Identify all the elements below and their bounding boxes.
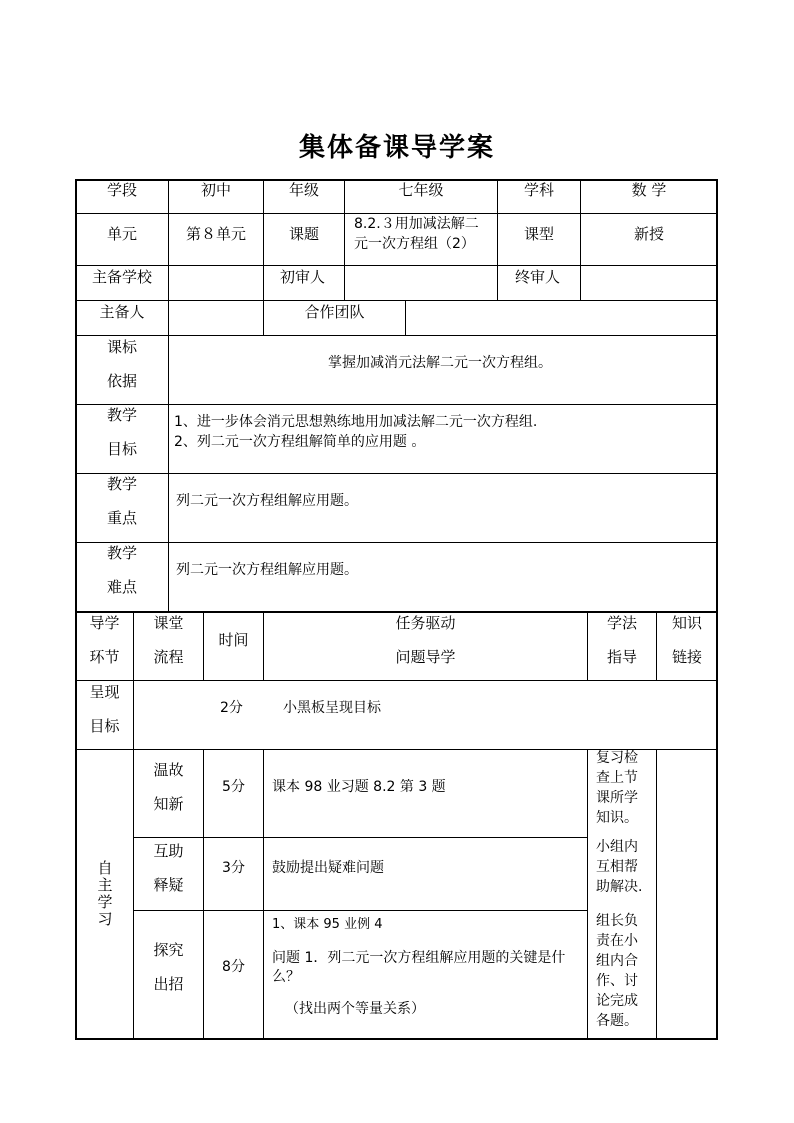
- row-divider: [75, 265, 718, 266]
- basis-text: 掌握加减消元法解二元一次方程组。: [328, 355, 552, 371]
- header-time: 时间: [218, 631, 249, 649]
- header-method-1: 学法: [606, 614, 637, 632]
- row-divider: [75, 300, 718, 301]
- topic-value-line1: 8.2.３用加减法解二: [354, 216, 479, 232]
- review-task: 课本 98 业习题 8.2 第 3 题: [272, 779, 446, 795]
- basis-label-1: 课标: [106, 338, 137, 356]
- col-divider: [263, 749, 264, 1040]
- self-study-label: 自 主 学 习: [97, 859, 113, 928]
- review-flow-1: 温故: [153, 761, 184, 779]
- goal-item-2: 2、列二元一次方程组解简单的应用题 。: [174, 434, 426, 450]
- topic-label: 课题: [288, 225, 319, 243]
- row-divider: [75, 213, 718, 214]
- header-link-2: 环节: [89, 648, 120, 666]
- review-method-4: 知识。: [596, 810, 638, 826]
- explore-task-1: 1、课本 95 业例 4: [272, 917, 383, 932]
- header-flow-2: 流程: [153, 648, 184, 666]
- header-method-2: 指导: [606, 648, 637, 666]
- col-divider: [133, 680, 134, 750]
- key-label-2: 重点: [106, 509, 137, 527]
- explore-flow-2: 出招: [153, 975, 184, 993]
- explore-method-3: 组内合: [596, 953, 638, 969]
- review-method-1: 复习检: [596, 750, 638, 766]
- type-value: 新授: [633, 225, 664, 243]
- header-knowledge-1: 知识: [671, 614, 702, 632]
- explore-task-2b: 么？: [272, 969, 300, 985]
- difficulty-label-2: 难点: [106, 578, 137, 596]
- explore-method-2: 责在小: [596, 933, 638, 949]
- row-divider: [133, 910, 587, 911]
- page-title: 集体备课导学案: [298, 133, 495, 163]
- header-knowledge-2: 链接: [671, 648, 702, 666]
- type-label: 课型: [523, 225, 554, 243]
- header-task-1: 任务驱动: [395, 614, 456, 632]
- row-divider: [133, 837, 587, 838]
- row-divider: [75, 542, 718, 543]
- help-flow-2: 释疑: [153, 876, 184, 894]
- col-divider: [133, 749, 134, 1040]
- first-review-label: 初审人: [280, 268, 326, 286]
- stage-label: 学段: [106, 181, 137, 199]
- row-divider: [75, 680, 718, 681]
- col-divider: [587, 749, 588, 1040]
- col-divider: [168, 300, 169, 336]
- explore-method-4: 作、讨: [596, 973, 638, 989]
- team-label: 合作团队: [304, 303, 365, 321]
- topic-value-line2: 元一次方程组（2）: [354, 236, 475, 252]
- review-time: 5分: [222, 779, 245, 795]
- row-divider: [75, 473, 718, 474]
- review-method-3: 课所学: [596, 790, 638, 806]
- help-method-3: 助解决.: [596, 879, 643, 895]
- help-method-2: 互相帮: [596, 859, 638, 875]
- help-time: 3分: [222, 860, 245, 876]
- stage-value: 初中: [200, 181, 231, 199]
- difficulty-label-1: 教学: [106, 544, 137, 562]
- unit-value: 第８单元: [185, 225, 246, 243]
- school-label: 主备学校: [91, 268, 152, 286]
- final-review-label: 终审人: [515, 268, 561, 286]
- review-method-2: 查上节: [596, 770, 638, 786]
- basis-label-2: 依据: [106, 372, 137, 390]
- explore-method-6: 各题。: [596, 1013, 638, 1029]
- row-divider: [75, 611, 718, 613]
- key-label-1: 教学: [106, 475, 137, 493]
- unit-label: 单元: [106, 225, 137, 243]
- help-task: 鼓励提出疑难问题: [272, 860, 384, 876]
- grade-value: 七年级: [398, 181, 444, 199]
- col-divider: [656, 749, 657, 1040]
- present-label-2: 目标: [89, 717, 120, 735]
- review-flow-2: 知新: [153, 795, 184, 813]
- present-label-1: 呈现: [89, 683, 120, 701]
- goals-label-1: 教学: [106, 406, 137, 424]
- header-task-2: 问题导学: [395, 648, 456, 666]
- row-divider: [75, 404, 718, 405]
- explore-time: 8分: [222, 959, 245, 975]
- col-divider: [168, 335, 169, 612]
- explore-task-2a: 问题 1．列二元一次方程组解应用题的关键是什: [272, 950, 566, 966]
- difficulty-text: 列二元一次方程组解应用题。: [176, 562, 358, 578]
- row-divider: [75, 335, 718, 336]
- col-divider: [405, 300, 406, 336]
- key-text: 列二元一次方程组解应用题。: [176, 493, 358, 509]
- preparer-label: 主备人: [99, 303, 145, 321]
- help-flow-1: 互助: [153, 842, 184, 860]
- grade-label: 年级: [288, 181, 319, 199]
- goal-item-1: 1、进一步体会消元思想熟练地用加减法解二元一次方程组.: [174, 414, 538, 430]
- goals-label-2: 目标: [106, 440, 137, 458]
- header-flow-1: 课堂: [153, 614, 184, 632]
- explore-flow-1: 探究: [153, 941, 184, 959]
- help-method-1: 小组内: [596, 839, 638, 855]
- subject-value: 数 学: [631, 181, 667, 199]
- explore-method-1: 组长负: [596, 913, 638, 929]
- present-time: 2分: [220, 700, 243, 716]
- explore-method-5: 论完成: [596, 993, 638, 1009]
- header-link-1: 导学: [89, 614, 120, 632]
- present-text: 小黑板呈现目标: [283, 700, 381, 716]
- subject-label: 学科: [523, 181, 554, 199]
- explore-task-3: （找出两个等量关系）: [285, 1001, 425, 1017]
